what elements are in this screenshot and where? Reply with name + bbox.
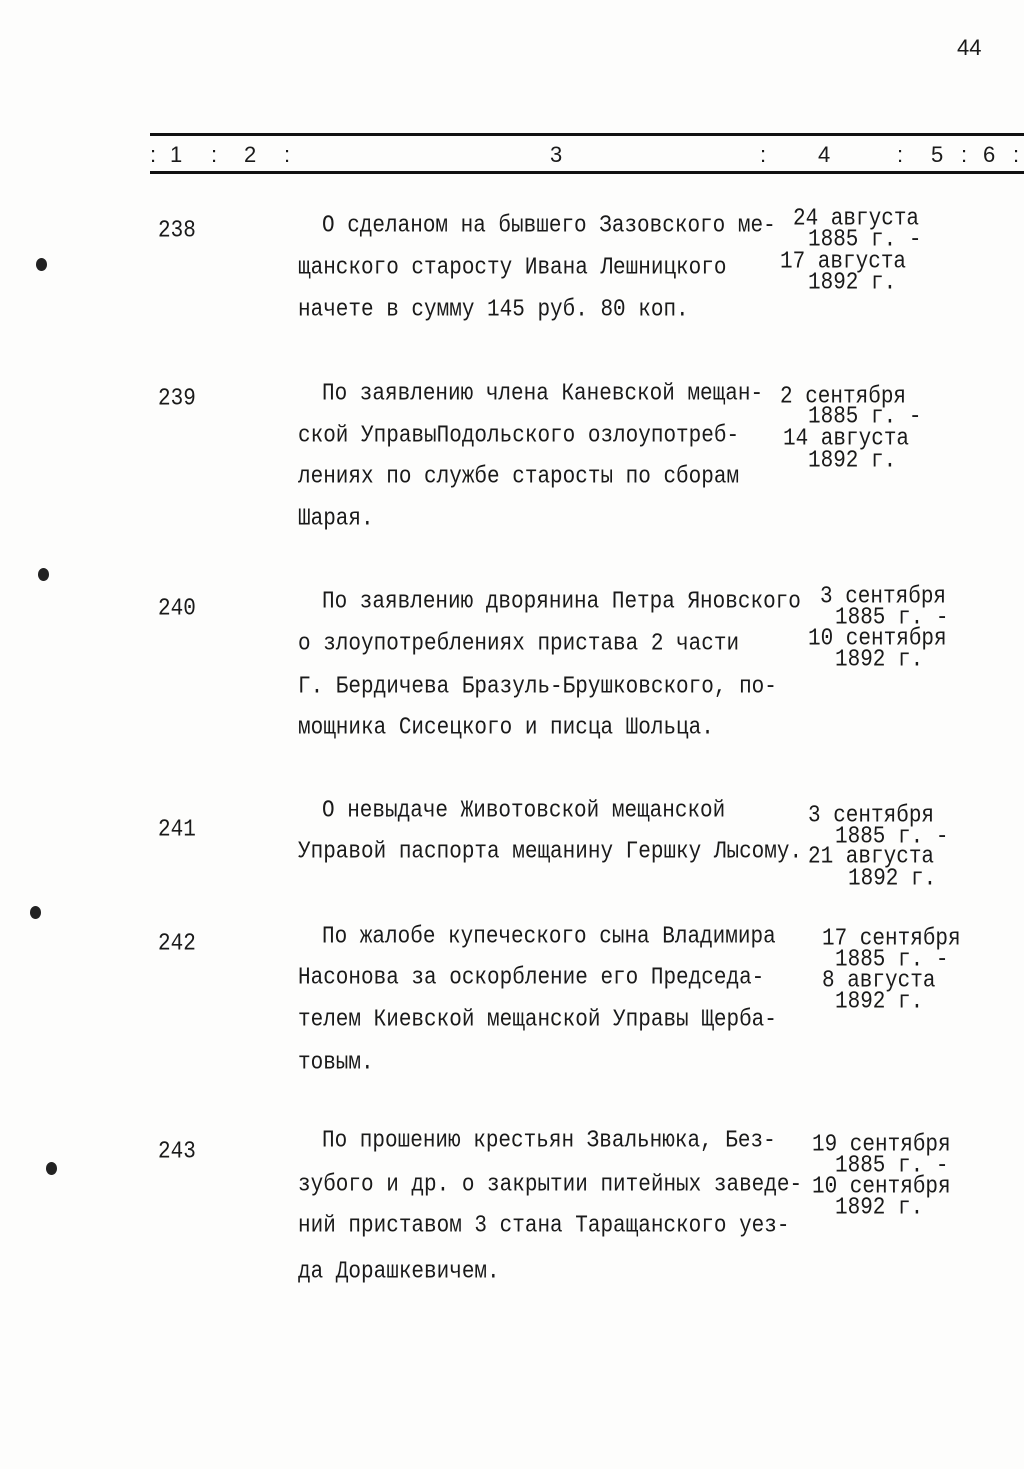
entry-description-line: Насонова за оскорбление его Председа- xyxy=(298,965,765,992)
header-bottom-rule xyxy=(150,171,1024,174)
entry-date-line: 1892 г. xyxy=(835,647,924,674)
entry-date-line: 21 августа xyxy=(808,844,935,871)
page-number: 44 xyxy=(957,35,982,60)
column-number: 4 xyxy=(818,142,831,167)
entry-description-line: зубого и др. о закрытии питейных заведе- xyxy=(298,1172,803,1199)
column-number: 1 xyxy=(170,142,183,167)
entry-description-line: о злоупотреблениях пристава 2 части xyxy=(298,631,740,658)
entry-description-line: По заявлению члена Каневской мещан- xyxy=(322,381,764,408)
entry-date-line: 2 сентября xyxy=(780,384,907,411)
entry-date-line: 1885 г. - xyxy=(835,605,949,632)
entry-date-line: 3 сентября xyxy=(808,803,935,830)
entry-date-line: 3 сентября xyxy=(820,584,947,611)
punch-hole-mark xyxy=(30,906,41,919)
entry-description-line: Г. Бердичева Бразуль-Брушковского, по- xyxy=(298,674,777,701)
column-separator: : xyxy=(211,142,218,167)
entry-description-line: По жалобе купеческого сына Владимира xyxy=(322,924,776,951)
entry-number: 238 xyxy=(158,218,196,245)
punch-hole-mark xyxy=(36,258,47,271)
entry-date-line: 1885 г. - xyxy=(808,227,922,254)
entry-date-line: 1885 г. - xyxy=(808,404,922,431)
entry-description-line: По заявлению дворянина Петра Яновского xyxy=(322,589,801,616)
entry-description-line: ской УправыПодольского озлоупотреб- xyxy=(298,423,740,450)
column-separator: : xyxy=(150,142,157,167)
entry-date-line: 1885 г. - xyxy=(835,1153,949,1180)
column-number: 3 xyxy=(550,142,563,167)
entry-description-line: мощника Сисецкого и писца Шольца. xyxy=(298,715,714,742)
column-separator: : xyxy=(760,142,767,167)
entry-date-line: 24 августа xyxy=(793,206,920,233)
column-separator: : xyxy=(284,142,291,167)
entry-date-line: 1892 г. xyxy=(808,448,897,475)
column-number: 6 xyxy=(983,142,996,167)
entry-description-line: товым. xyxy=(298,1050,374,1077)
entry-description-line: О сделаном на бывшего Зазовского ме- xyxy=(322,213,776,240)
column-number: 5 xyxy=(931,142,944,167)
entry-number: 243 xyxy=(158,1139,196,1166)
entry-description-line: ний приставом 3 стана Таращанского уез- xyxy=(298,1213,790,1240)
entry-description-line: начете в сумму 145 руб. 80 коп. xyxy=(298,297,689,324)
entry-date-line: 1885 г. - xyxy=(835,824,949,851)
entry-description-line: телем Киевской мещанской Управы Щерба- xyxy=(298,1007,777,1034)
entry-date-line: 19 сентября xyxy=(812,1132,951,1159)
punch-hole-mark xyxy=(46,1162,57,1175)
entry-description-line: щанского старосту Ивана Лешницкого xyxy=(298,255,727,282)
entry-date-line: 17 августа xyxy=(780,249,907,276)
entry-number: 240 xyxy=(158,596,196,623)
entry-date-line: 17 сентября xyxy=(822,926,961,953)
column-separator: : xyxy=(961,142,968,167)
entry-description-line: По прошению крестьян Звальнюка, Без- xyxy=(322,1128,776,1155)
entry-description-line: Управой паспорта мещанину Гершку Лысому. xyxy=(298,839,803,866)
punch-hole-mark xyxy=(38,568,49,581)
entry-description-line: Шарая. xyxy=(298,506,374,533)
entry-description-line: О невыдаче Животовской мещанской xyxy=(322,798,726,825)
column-separator: : xyxy=(1013,142,1020,167)
entry-number: 241 xyxy=(158,817,196,844)
entry-number: 239 xyxy=(158,386,196,413)
column-number: 2 xyxy=(244,142,257,167)
entry-date-line: 14 августа xyxy=(783,426,910,453)
entry-date-line: 1892 г. xyxy=(835,989,924,1016)
header-top-rule xyxy=(150,133,1024,136)
entry-description-line: лениях по службе старосты по сборам xyxy=(298,464,740,491)
entry-date-line: 1892 г. xyxy=(848,866,937,893)
entry-description-line: да Дорашкевичем. xyxy=(298,1259,500,1286)
entry-date-line: 10 сентября xyxy=(808,626,947,653)
entry-date-line: 1885 г. - xyxy=(835,947,949,974)
entry-date-line: 1892 г. xyxy=(808,270,897,297)
column-separator: : xyxy=(897,142,904,167)
entry-number: 242 xyxy=(158,931,196,958)
entry-date-line: 10 сентября xyxy=(812,1174,951,1201)
entry-date-line: 8 августа xyxy=(822,968,936,995)
entry-date-line: 1892 г. xyxy=(835,1195,924,1222)
